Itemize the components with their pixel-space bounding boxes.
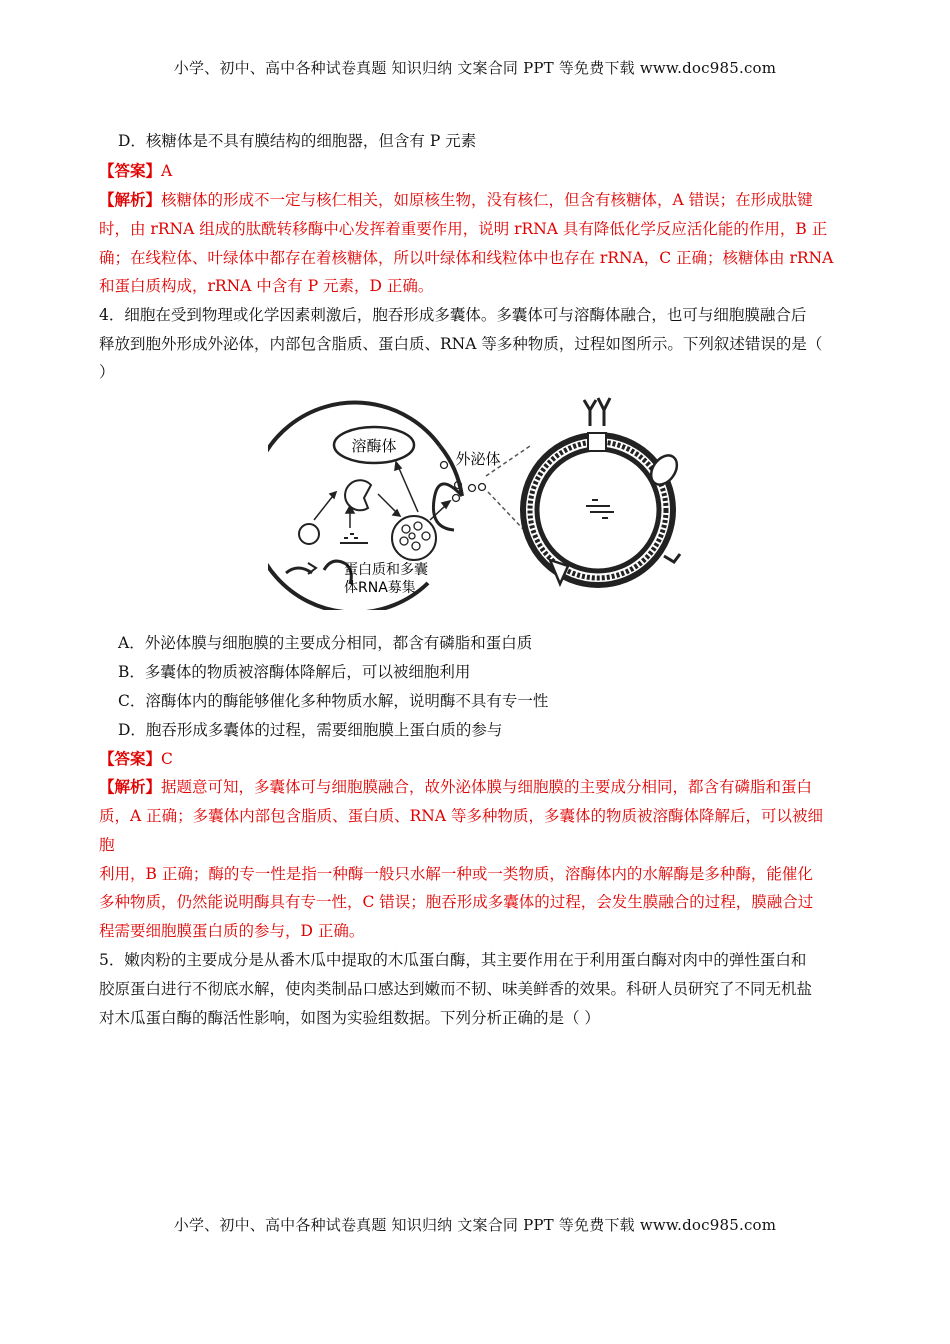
exosome-vesicle xyxy=(453,495,460,502)
label-exosome: 外泌体 xyxy=(455,450,501,468)
exosome-lipid-bilayer xyxy=(530,442,666,578)
q4-stem-line-2: 释放到胞外形成外泌体，内部包含脂质、蛋白质、RNA 等多种物质，过程如图所示。下列叙述错误的是（ xyxy=(99,335,823,353)
receptor-protein xyxy=(664,554,680,562)
q4-option-c: C．溶酶体内的酶能够催化多种物质水解，说明酶不具有专一性 xyxy=(118,692,549,710)
q4-analysis-line-2: 质，A 正确；多囊体内部包含脂质、蛋白质、RNA 等多种物质，多囊体的物质被溶酶体降解后，可以被细 xyxy=(99,807,823,825)
analysis-tag: 【解析】 xyxy=(99,777,162,796)
q4-option-b: B．多囊体的物质被溶酶体降解后，可以被细胞利用 xyxy=(118,663,471,681)
answer-value: A xyxy=(161,162,173,180)
analysis-text: 核糖体的形成不一定与核仁相关，如原核生物，没有核仁，但含有核糖体，A 错误；在形成肽键 xyxy=(161,191,813,209)
q4-analysis-line-6: 程需要细胞膜蛋白质的参与，D 正确。 xyxy=(99,922,365,940)
exosome-vesicle xyxy=(479,484,486,491)
q4-analysis-line-1 xyxy=(99,777,812,797)
answer-value: C xyxy=(161,750,173,768)
answer-tag: 【答案】 xyxy=(99,749,162,768)
label-recruit-1: 蛋白质和多囊 xyxy=(344,562,428,578)
q3-analysis-line-2: 时，由 rRNA 组成的肽酰转移酶中心发挥着重要作用，说明 rRNA 具有降低化学反应活化能的作用，B 正 xyxy=(99,220,828,238)
q4-stem-line-3: ） xyxy=(99,363,115,381)
exosome-inner-membrane xyxy=(537,449,659,571)
q4-stem-line-1: 4．细胞在受到物理或化学因素刺激后，胞吞形成多囊体。多囊体可与溶酶体融合，也可与细胞膜融合后 xyxy=(99,306,807,324)
answer-tag: 【答案】 xyxy=(99,161,162,180)
zoom-line xyxy=(488,492,524,530)
q5-stem-line-3: 对木瓜蛋白酶的酶活性影响，如图为实验组数据。下列分析正确的是（ ） xyxy=(99,1009,600,1027)
label-lysosome: 溶酶体 xyxy=(351,437,397,455)
exosome-vesicle xyxy=(469,485,476,492)
analysis-text: 据题意可知，多囊体可与细胞膜融合，故外泌体膜与细胞膜的主要成分相同，都含有磷脂和蛋白 xyxy=(161,778,813,796)
analysis-tag: 【解析】 xyxy=(99,190,162,209)
membrane-protein xyxy=(588,433,606,451)
q4-option-d: D．胞吞形成多囊体的过程，需要细胞膜上蛋白质的参与 xyxy=(118,721,503,739)
glycan-chain xyxy=(584,398,610,426)
q4-answer xyxy=(99,749,173,769)
exosome-diagram xyxy=(268,388,694,610)
q3-analysis-line-1 xyxy=(99,190,813,210)
q3-analysis-line-3: 确；在线粒体、叶绿体中都存在着核糖体，所以叶绿体和线粒体中也存在 rRNA，C 正确；核糖体由 rRNA xyxy=(99,249,834,267)
exosome-cargo xyxy=(586,500,614,518)
page-footer: 小学、初中、高中各种试卷真题 知识归纳 文案合同 PPT 等免费下载 www.doc985.com xyxy=(173,1216,777,1234)
endocytic-vesicle xyxy=(299,524,319,544)
q4-analysis-line-4: 利用，B 正确；酶的专一性是指一种酶一般只水解一种或一类物质，溶酶体内的水解酶是多种酶，能催化 xyxy=(99,865,813,883)
release-pocket xyxy=(433,484,462,530)
endocytosis-site xyxy=(286,561,351,584)
process-arrows xyxy=(314,462,450,528)
exosome-outer-membrane xyxy=(523,435,673,585)
q4-analysis-line-3: 胞 xyxy=(99,836,115,854)
q4-option-a: A．外泌体膜与细胞膜的主要成分相同，都含有磷脂和蛋白质 xyxy=(118,634,533,652)
label-recruit-2: 体RNA募集 xyxy=(344,580,416,596)
q5-stem-line-1: 5．嫩肉粉的主要成分是从番木瓜中提取的木瓜蛋白酶，其主要作用在于利用蛋白酶对肉中的弹性蛋白和 xyxy=(99,951,807,969)
page-header: 小学、初中、高中各种试卷真题 知识归纳 文案合同 PPT 等免费下载 www.doc985.com xyxy=(173,59,777,77)
early-endosome xyxy=(345,480,371,510)
q3-option-d: D．核糖体是不具有膜结构的细胞器，但含有 P 元素 xyxy=(118,132,477,150)
q5-stem-line-2: 胶原蛋白进行不彻底水解，使肉类制品口感达到嫩而不韧、味美鲜香的效果。科研人员研究了不同无机盐 xyxy=(99,980,813,998)
q3-analysis-line-4: 和蛋白质构成，rRNA 中含有 P 元素，D 正确。 xyxy=(99,277,434,295)
q3-answer xyxy=(99,161,172,181)
rna-protein-marks xyxy=(340,534,368,543)
q4-analysis-line-5: 多种物质，仍然能说明酶具有专一性，C 错误；胞吞形成多囊体的过程，会发生膜融合的过程，膜融合过 xyxy=(99,893,814,911)
exosome-vesicle xyxy=(441,462,448,469)
